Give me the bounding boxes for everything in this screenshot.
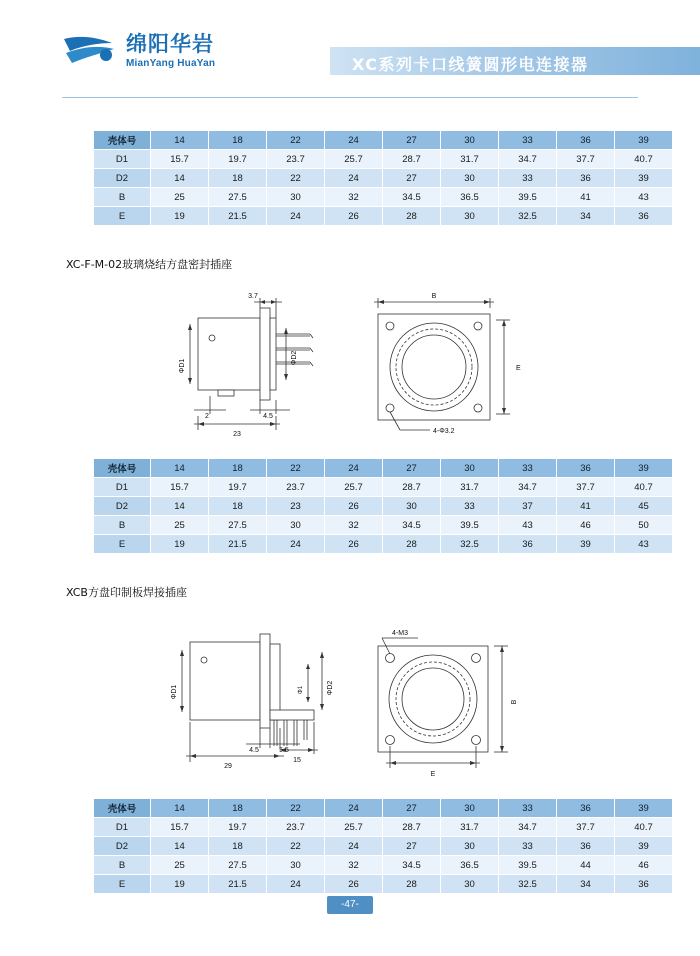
table-row-label: B: [94, 188, 151, 207]
table-cell: 32: [325, 188, 383, 207]
table-cell: 33: [441, 497, 499, 516]
table-cell: 28: [383, 875, 441, 894]
table-row-label: D1: [94, 150, 151, 169]
table-cell: 39.5: [441, 516, 499, 535]
dim-3-7: 3.7: [248, 293, 258, 300]
table-row: [94, 207, 673, 226]
table-cell: 41: [557, 188, 615, 207]
table-header-shell-size: 33: [499, 799, 557, 818]
table-header-shell-size: 18: [209, 131, 267, 150]
table-cell: 40.7: [615, 478, 673, 497]
table-cell: 37: [499, 497, 557, 516]
table-cell: 25: [151, 188, 209, 207]
table-cell: 27: [383, 837, 441, 856]
table-cell: 25.7: [325, 150, 383, 169]
header-divider: [62, 97, 638, 98]
table-cell: 15.7: [151, 478, 209, 497]
spec-table-1: [93, 130, 673, 226]
table-header-shell-size: 30: [441, 799, 499, 818]
table-row: [94, 516, 673, 535]
table-cell: 21.5: [209, 535, 267, 554]
dim-4-5b: 4.5: [249, 747, 259, 754]
table-cell: 26: [325, 875, 383, 894]
table-cell: 39.5: [499, 188, 557, 207]
table-cell: 32: [325, 856, 383, 875]
table-header-shell-label: 壳体号: [94, 131, 151, 150]
table-row-label: D1: [94, 818, 151, 837]
table-cell: 37.7: [557, 478, 615, 497]
table-cell: 23.7: [267, 478, 325, 497]
table-cell: 19.7: [209, 818, 267, 837]
dim-b: B: [431, 293, 437, 300]
table-cell: 24: [267, 875, 325, 894]
table-row: [94, 478, 673, 497]
spec-table-3: [93, 798, 673, 894]
table-cell: 36: [615, 875, 673, 894]
table-cell: 31.7: [441, 150, 499, 169]
table-cell: 25.7: [325, 818, 383, 837]
logo-chinese-name: 绵阳华岩: [126, 32, 214, 57]
table-row-label: B: [94, 856, 151, 875]
table-cell: 31.7: [441, 818, 499, 837]
table-row-label: E: [94, 535, 151, 554]
table-cell: 22: [267, 837, 325, 856]
table-cell: 26: [325, 207, 383, 226]
table-cell: 14: [151, 169, 209, 188]
table-cell: 26: [325, 497, 383, 516]
dim-d1b: ΦD1: [171, 684, 178, 700]
logo-mark-icon: [62, 33, 118, 69]
table-row: [94, 150, 673, 169]
dim-d2b: ΦD2: [327, 680, 334, 696]
table-cell: 25.7: [325, 478, 383, 497]
table-cell: 27.5: [209, 856, 267, 875]
table-row: [94, 856, 673, 875]
table-cell: 27.5: [209, 516, 267, 535]
table-cell: 39: [615, 169, 673, 188]
table-cell: 36: [499, 535, 557, 554]
section-title-3: XCB方盘印制板焊接插座: [66, 586, 187, 599]
table-header-shell-size: 36: [557, 131, 615, 150]
table-cell: 19: [151, 535, 209, 554]
drawing-xcb: [150, 618, 550, 778]
table-cell: 21.5: [209, 875, 267, 894]
table-row-label: D2: [94, 169, 151, 188]
table-header-shell-size: 14: [151, 131, 209, 150]
table-cell: 40.7: [615, 818, 673, 837]
table-cell: 14: [151, 497, 209, 516]
dim-e: E: [516, 365, 521, 372]
table-cell: 36: [557, 169, 615, 188]
table-cell: 24: [325, 837, 383, 856]
drawing-xc-f-m-02: [150, 290, 550, 450]
table-cell: 19.7: [209, 150, 267, 169]
table-cell: 45: [615, 497, 673, 516]
dim-23: 23: [233, 431, 241, 438]
table-cell: 34: [557, 207, 615, 226]
table-cell: 30: [441, 837, 499, 856]
table-cell: 28.7: [383, 478, 441, 497]
table-cell: 30: [267, 856, 325, 875]
table-header-shell-size: 27: [383, 131, 441, 150]
table-cell: 30: [441, 207, 499, 226]
table-cell: 30: [267, 516, 325, 535]
table-cell: 36: [557, 837, 615, 856]
table-header-shell-size: 39: [615, 799, 673, 818]
table-row: [94, 497, 673, 516]
table-cell: 23: [267, 497, 325, 516]
table-row: [94, 837, 673, 856]
table-cell: 43: [615, 535, 673, 554]
dim-holes: 4-Φ3.2: [433, 428, 455, 435]
table-cell: 44: [557, 856, 615, 875]
table-row-label: D2: [94, 837, 151, 856]
table-header-shell-label: 壳体号: [94, 799, 151, 818]
table-cell: 15.7: [151, 818, 209, 837]
dim-d3: Φ1: [298, 685, 304, 695]
table-header-shell-size: 36: [557, 799, 615, 818]
table-cell: 36.5: [441, 188, 499, 207]
table-header-shell-size: 30: [441, 131, 499, 150]
table-cell: 43: [615, 188, 673, 207]
table-header-shell-size: 22: [267, 131, 325, 150]
dim-5-5: 5.5: [279, 747, 289, 754]
table-cell: 26: [325, 535, 383, 554]
table-cell: 30: [383, 497, 441, 516]
table-row-label: E: [94, 207, 151, 226]
table-header-shell-size: 22: [267, 459, 325, 478]
dim-d2: ΦD2: [291, 350, 298, 366]
table-header-shell-size: 30: [441, 459, 499, 478]
table-header-shell-size: 39: [615, 131, 673, 150]
table-cell: 28: [383, 535, 441, 554]
table-row-label: D2: [94, 497, 151, 516]
table-row-label: B: [94, 516, 151, 535]
dim-29: 29: [224, 763, 232, 770]
table-cell: 19.7: [209, 478, 267, 497]
table-cell: 46: [615, 856, 673, 875]
table-cell: 18: [209, 169, 267, 188]
table-header-shell-size: 18: [209, 459, 267, 478]
table-row-label: D1: [94, 478, 151, 497]
table-cell: 34.5: [383, 516, 441, 535]
table-cell: 28: [383, 207, 441, 226]
table-header-shell-size: 18: [209, 799, 267, 818]
table-cell: 23.7: [267, 818, 325, 837]
table-cell: 32.5: [499, 207, 557, 226]
spec-table-2: [93, 458, 673, 554]
table-header-shell-size: 24: [325, 459, 383, 478]
table-header-shell-size: 24: [325, 799, 383, 818]
table-cell: 32.5: [441, 535, 499, 554]
table-cell: 33: [499, 169, 557, 188]
table-cell: 40.7: [615, 150, 673, 169]
page-number-badge: -47-: [327, 896, 373, 914]
table-cell: 43: [499, 516, 557, 535]
table-cell: 36: [615, 207, 673, 226]
table-cell: 32: [325, 516, 383, 535]
table-cell: 19: [151, 875, 209, 894]
table-cell: 18: [209, 837, 267, 856]
section-title-2: XC-F-M-02玻璃烧结方盘密封插座: [66, 258, 233, 271]
dim-15: 15: [293, 757, 301, 764]
logo-english-name: MianYang HuaYan: [126, 57, 216, 69]
table-header-shell-size: 33: [499, 131, 557, 150]
table-cell: 34.7: [499, 150, 557, 169]
table-cell: 34.7: [499, 478, 557, 497]
table-cell: 27.5: [209, 188, 267, 207]
table-cell: 27: [383, 169, 441, 188]
table-cell: 19: [151, 207, 209, 226]
table-header-shell-size: 36: [557, 459, 615, 478]
dim-4-5: 4.5: [263, 413, 273, 420]
table-cell: 33: [499, 837, 557, 856]
table-cell: 37.7: [557, 150, 615, 169]
table-header-shell-label: 壳体号: [94, 459, 151, 478]
dim-2: 2: [205, 413, 209, 420]
table-cell: 34.5: [383, 188, 441, 207]
table-cell: 39: [557, 535, 615, 554]
table-cell: 50: [615, 516, 673, 535]
dim-b2: B: [511, 699, 518, 705]
table-header-shell-size: 24: [325, 131, 383, 150]
table-cell: 25: [151, 856, 209, 875]
page-title: XC系列卡口线簧圆形电连接器: [352, 55, 589, 74]
table-cell: 39: [615, 837, 673, 856]
table-header-shell-size: 14: [151, 799, 209, 818]
table-cell: 30: [441, 169, 499, 188]
table-cell: 37.7: [557, 818, 615, 837]
table-cell: 30: [267, 188, 325, 207]
dim-d1: ΦD1: [179, 358, 186, 374]
table-cell: 46: [557, 516, 615, 535]
table-cell: 39.5: [499, 856, 557, 875]
table-cell: 24: [267, 207, 325, 226]
table-cell: 22: [267, 169, 325, 188]
table-cell: 32.5: [499, 875, 557, 894]
table-row: [94, 169, 673, 188]
table-row: [94, 535, 673, 554]
table-cell: 34.7: [499, 818, 557, 837]
table-cell: 28.7: [383, 150, 441, 169]
table-cell: 18: [209, 497, 267, 516]
table-cell: 31.7: [441, 478, 499, 497]
table-cell: 24: [325, 169, 383, 188]
table-row-label: E: [94, 875, 151, 894]
table-cell: 24: [267, 535, 325, 554]
table-cell: 15.7: [151, 150, 209, 169]
table-row: [94, 875, 673, 894]
table-cell: 21.5: [209, 207, 267, 226]
table-header-shell-size: 33: [499, 459, 557, 478]
table-cell: 25: [151, 516, 209, 535]
table-row: [94, 818, 673, 837]
logo-text: [126, 33, 215, 68]
table-cell: 30: [441, 875, 499, 894]
table-cell: 34.5: [383, 856, 441, 875]
table-header-shell-size: 27: [383, 459, 441, 478]
table-cell: 34: [557, 875, 615, 894]
table-cell: 28.7: [383, 818, 441, 837]
table-header-shell-size: 14: [151, 459, 209, 478]
table-cell: 14: [151, 837, 209, 856]
table-header-shell-size: 39: [615, 459, 673, 478]
table-header-shell-size: 27: [383, 799, 441, 818]
table-cell: 41: [557, 497, 615, 516]
dim-holes-m3: 4-M3: [392, 630, 408, 637]
dim-e2: E: [430, 771, 436, 778]
company-logo: [62, 33, 215, 69]
table-row: [94, 188, 673, 207]
table-cell: 36.5: [441, 856, 499, 875]
page-header: [0, 0, 700, 100]
table-cell: 23.7: [267, 150, 325, 169]
table-header-shell-size: 22: [267, 799, 325, 818]
